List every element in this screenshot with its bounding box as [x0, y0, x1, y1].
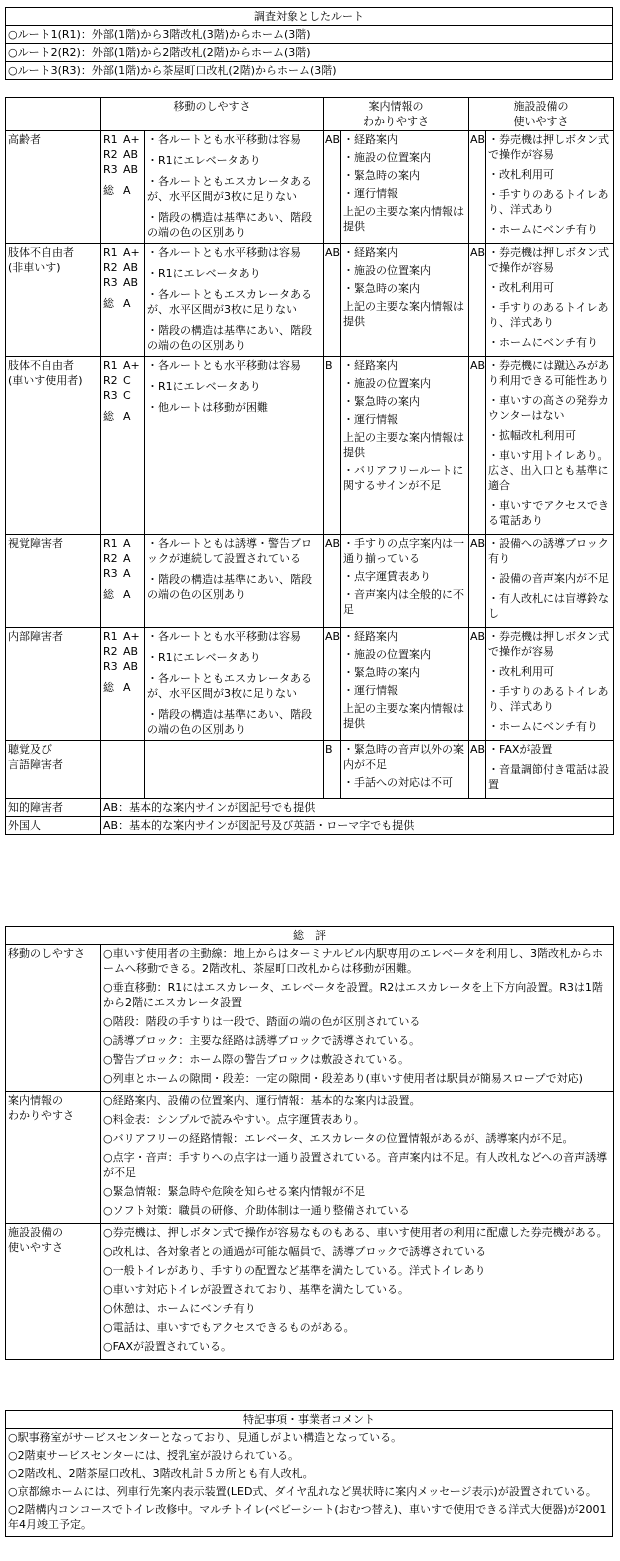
info-notes	[341, 628, 469, 741]
facility-note: ・設備への誘導ブロック有り	[488, 537, 609, 565]
facility-note: ・券売機には蹴込みがあり利用できる可能性あり	[488, 359, 609, 387]
routes-title: 調査対象としたルート	[6, 8, 613, 26]
user-group: 肢体不自由者 (非車いす)	[6, 244, 101, 357]
route-3: ○ルート3(R3)：外部(1階)から茶屋町口改札(2階)からホーム(3階)	[6, 62, 613, 80]
summary-item: ○点字・音声：手すりへの点字は一通り設置されている。音声案内は不足。有人改札などへの音声誘導が不足	[103, 1151, 608, 1179]
move-note: ・他ルートは移動が困難	[147, 401, 268, 414]
rating-line	[103, 587, 142, 602]
move-note: ・階段の構造は基準にあい、階段の端の色の区別あり	[147, 211, 312, 239]
rating-route: R2	[103, 374, 118, 387]
rating-grade: A+	[123, 133, 140, 146]
rating-line	[103, 245, 142, 260]
summary-row	[6, 945, 614, 1092]
routes-table	[5, 7, 613, 80]
rating-line	[103, 162, 142, 177]
facility-note: ・車いす用トイレあり。広さ、出入口とも基準に適合	[488, 449, 609, 492]
rating-line	[103, 659, 142, 674]
info-note: ・点字運賃表あり	[343, 570, 431, 583]
rating-route: R2	[103, 645, 118, 658]
rating-line	[103, 296, 142, 311]
summary-item: ○緊急情報：緊急時や危険を知らせる案内情報が不足	[103, 1185, 366, 1198]
info-notes	[341, 131, 469, 244]
route-ratings	[101, 244, 145, 357]
summary-item: ○階段：階段の手すりは一段で、踏面の端の色が区別されている	[103, 1015, 421, 1028]
rating-grade: AB	[123, 163, 139, 176]
info-note: ・運行情報	[343, 187, 398, 200]
info-grade: AB	[324, 131, 341, 244]
info-note: ・緊急時の案内	[343, 282, 420, 295]
user-group: 視覚障害者	[6, 535, 101, 628]
eval-row	[6, 244, 614, 357]
facility-notes	[486, 741, 614, 799]
note-item: ○2階改札、2階茶屋口改札、3階改札計５カ所とも有人改札。	[8, 1467, 314, 1480]
rating-line	[103, 260, 142, 275]
move-note: ・R1にエレベータあり	[147, 380, 261, 393]
move-notes	[145, 131, 324, 244]
rating-grade: AB	[123, 660, 139, 673]
eval-row	[6, 741, 614, 799]
summary-item: ○垂直移動：R1にはエスカレータ、エレベータを設置。R2はエスカレータを上下方向設置。R3は1階から2階にエスカレータ設置	[103, 981, 603, 1009]
move-note: ・R1にエレベータあり	[147, 651, 261, 664]
eval-simple-row	[6, 817, 614, 835]
rating-grade: AB	[123, 261, 139, 274]
summary-item: ○警告ブロック：ホーム際の警告ブロックは敷設されている。	[103, 1053, 410, 1066]
facility-notes	[486, 131, 614, 244]
info-grade: AB	[324, 535, 341, 628]
rating-grade: A+	[123, 246, 140, 259]
summary-label: 施設設備の 使いやすさ	[6, 1224, 101, 1360]
summary-item: ○一般トイレがあり、手すりの配置など基準を満たしている。洋式トイレあり	[103, 1264, 486, 1277]
facility-notes	[486, 357, 614, 535]
rating-line	[103, 147, 142, 162]
rating-grade: A	[123, 184, 131, 197]
summary-items	[101, 1092, 614, 1224]
info-note: ・経路案内	[343, 359, 398, 372]
move-notes	[145, 244, 324, 357]
rating-grade: A	[123, 537, 131, 550]
facility-grade: AB	[469, 628, 486, 741]
move-notes	[145, 535, 324, 628]
info-note: ・緊急時の案内	[343, 666, 420, 679]
facility-grade: AB	[469, 357, 486, 535]
info-grade: AB	[324, 628, 341, 741]
info-note: ・施設の位置案内	[343, 377, 431, 390]
info-note: 上記の主要な案内情報は提供	[343, 431, 464, 459]
rating-grade: A	[123, 552, 131, 565]
route-2: ○ルート2(R2)：外部(1階)から2階改札(2階)からホーム(3階)	[6, 44, 613, 62]
move-note: ・各ルートともエスカレータあるが、水平区間が3枚に足りない	[147, 175, 312, 203]
rating-route: R1	[103, 246, 118, 259]
info-note: ・緊急時の音声以外の案内が不足	[343, 743, 464, 771]
rating-route: R2	[103, 552, 118, 565]
summary-label: 案内情報の わかりやすさ	[6, 1092, 101, 1224]
rating-line	[103, 275, 142, 290]
route-ratings	[101, 131, 145, 244]
summary-items	[101, 945, 614, 1092]
note-item: ○2階構内コンコースでトイレ改修中。マルチトイレ(ベビーシート(おむつ替え)、車いすで使用できる洋式大便器)が2001年4月竣工予定。	[8, 1503, 607, 1531]
move-notes	[145, 741, 324, 799]
facility-note: ・ホームにベンチ有り	[488, 223, 598, 236]
rating-route: 総	[103, 297, 114, 310]
rating-line	[103, 409, 142, 424]
rating-route: R3	[103, 163, 118, 176]
summary-item: ○券売機は、押しボタン式で操作が容易なものもある、車いす使用者の利用に配慮した券売機がある。	[103, 1226, 608, 1239]
simple-note: AB：基本的な案内サインが図記号及び英語・ローマ字でも提供	[101, 817, 614, 835]
facility-note: ・手すりのあるトイレあり、洋式あり	[488, 301, 609, 329]
facility-note: ・ホームにベンチ有り	[488, 720, 598, 733]
rating-route: R3	[103, 276, 118, 289]
info-note: ・施設の位置案内	[343, 151, 431, 164]
facility-note: ・手すりのあるトイレあり、洋式あり	[488, 685, 609, 713]
rating-route: R3	[103, 660, 118, 673]
rating-line	[103, 358, 142, 373]
rating-grade: AB	[123, 148, 139, 161]
notes-table	[5, 1410, 613, 1537]
route-ratings	[101, 741, 145, 799]
rating-grade: A	[123, 410, 131, 423]
rating-route: R1	[103, 537, 118, 550]
rating-line	[103, 644, 142, 659]
facility-notes	[486, 628, 614, 741]
info-note: ・施設の位置案内	[343, 264, 431, 277]
info-note: ・緊急時の案内	[343, 169, 420, 182]
info-note: ・経路案内	[343, 630, 398, 643]
info-note: 上記の主要な案内情報は提供	[343, 702, 464, 730]
simple-note: AB：基本的な案内サインが図記号でも提供	[101, 799, 614, 817]
facility-grade: AB	[469, 741, 486, 799]
facility-note: ・有人改札には盲導鈴なし	[488, 592, 609, 620]
notes-items	[6, 1429, 613, 1537]
summary-items	[101, 1224, 614, 1360]
rating-line	[103, 132, 142, 147]
route-ratings	[101, 357, 145, 535]
facility-note: ・FAXが設置	[488, 743, 553, 756]
facility-notes	[486, 535, 614, 628]
rating-route: 総	[103, 681, 114, 694]
rating-route: R3	[103, 389, 118, 402]
eval-simple-row	[6, 799, 614, 817]
move-note: ・R1にエレベータあり	[147, 154, 261, 167]
info-notes	[341, 357, 469, 535]
rating-grade: A+	[123, 359, 140, 372]
move-note: ・階段の構造は基準にあい、階段の端の色の区別あり	[147, 708, 312, 736]
move-note: ・階段の構造は基準にあい、階段の端の色の区別あり	[147, 324, 312, 352]
summary-item: ○料金表：シンプルで読みやすい。点字運賃表あり。	[103, 1113, 365, 1126]
info-grade: AB	[324, 244, 341, 357]
summary-item: ○誘導ブロック：主要な経路は誘導ブロックで誘導されている。	[103, 1034, 421, 1047]
rating-route: R1	[103, 630, 118, 643]
facility-note: ・ホームにベンチ有り	[488, 336, 598, 349]
user-group: 内部障害者	[6, 628, 101, 741]
summary-item: ○ソフト対策：職員の研修、介助体制は一通り整備されている	[103, 1204, 410, 1217]
summary-item: ○改札は、各対象者との通過が可能な幅員で、誘導ブロックで誘導されている	[103, 1245, 487, 1258]
move-note: ・各ルートともは誘導・警告ブロックが連続して設置されている	[147, 537, 312, 565]
facility-note: ・設備の音声案内が不足	[488, 572, 609, 585]
header-move: 移動のしやすさ	[101, 98, 324, 131]
info-note: ・バリアフリールートに関するサインが不足	[343, 464, 464, 492]
facility-grade: AB	[469, 244, 486, 357]
facility-notes	[486, 244, 614, 357]
summary-item: ○FAXが設置されている。	[103, 1340, 232, 1353]
rating-line	[103, 373, 142, 388]
move-note: ・各ルートとも水平移動は容易	[147, 246, 301, 259]
rating-route: R3	[103, 567, 118, 580]
info-note: 上記の主要な案内情報は提供	[343, 300, 464, 328]
header-facility: 施設設備の 使いやすさ	[469, 98, 614, 131]
info-note: ・緊急時の案内	[343, 395, 420, 408]
user-group: 高齢者	[6, 131, 101, 244]
rating-route: 総	[103, 588, 114, 601]
rating-route: 総	[103, 410, 114, 423]
info-notes	[341, 244, 469, 357]
summary-item: ○列車とホームの隙間・段差：一定の隙間・段差あり(車いす使用者は駅員が簡易スロープで対応)	[103, 1072, 583, 1085]
user-group: 知的障害者	[6, 799, 101, 817]
info-note: ・経路案内	[343, 246, 398, 259]
rating-line	[103, 680, 142, 695]
move-note: ・各ルートとも水平移動は容易	[147, 133, 301, 146]
user-group: 肢体不自由者 (車いす使用者)	[6, 357, 101, 535]
summary-item: ○電話は、車いすでもアクセスできるものがある。	[103, 1321, 355, 1334]
info-note: ・手話への対応は不可	[343, 776, 453, 789]
summary-item: ○経路案内、設備の位置案内、運行情報：基本的な案内は設置。	[103, 1094, 421, 1107]
move-note: ・階段の構造は基準にあい、階段の端の色の区別あり	[147, 573, 312, 601]
summary-item: ○車いす使用者の主動線：地上からはターミナルビル内駅専用のエレベータを利用し、3階改札からホームへ移動できる。2階改札、茶屋町口改札からは移動が困難。	[103, 947, 604, 975]
move-note: ・各ルートとも水平移動は容易	[147, 630, 301, 643]
move-note: ・各ルートとも水平移動は容易	[147, 359, 301, 372]
facility-note: ・券売機は押しボタン式で操作が容易	[488, 133, 609, 161]
rating-line	[103, 536, 142, 551]
user-group: 外国人	[6, 817, 101, 835]
rating-grade: AB	[123, 645, 139, 658]
evaluation-table	[5, 97, 614, 835]
info-note: 上記の主要な案内情報は提供	[343, 205, 464, 233]
info-note: ・施設の位置案内	[343, 648, 431, 661]
notes-title: 特記事項・事業者コメント	[6, 1411, 613, 1429]
rating-route: 総	[103, 184, 114, 197]
info-note: ・運行情報	[343, 684, 398, 697]
facility-note: ・車いすの高さの発券カウンターはない	[488, 394, 609, 422]
rating-route: R1	[103, 359, 118, 372]
route-ratings	[101, 535, 145, 628]
facility-note: ・手すりのあるトイレあり、洋式あり	[488, 188, 609, 216]
move-notes	[145, 357, 324, 535]
eval-row	[6, 628, 614, 741]
info-notes	[341, 741, 469, 799]
facility-note: ・音量調節付き電話は設置	[488, 763, 609, 791]
facility-note: ・改札利用可	[488, 281, 554, 294]
eval-row	[6, 131, 614, 244]
rating-line	[103, 551, 142, 566]
move-notes	[145, 628, 324, 741]
facility-grade: AB	[469, 131, 486, 244]
rating-grade: AB	[123, 276, 139, 289]
facility-note: ・券売機は押しボタン式で操作が容易	[488, 246, 609, 274]
summary-row	[6, 1224, 614, 1360]
facility-note: ・拡幅改札利用可	[488, 429, 576, 442]
rating-grade: A	[123, 297, 131, 310]
eval-row	[6, 535, 614, 628]
facility-note: ・券売機は押しボタン式で操作が容易	[488, 630, 609, 658]
info-grade: B	[324, 741, 341, 799]
rating-line	[103, 388, 142, 403]
rating-grade: C	[123, 374, 131, 387]
info-note: ・手すりの点字案内は一通り揃っている	[343, 537, 464, 565]
facility-note: ・改札利用可	[488, 168, 554, 181]
move-note: ・R1にエレベータあり	[147, 267, 261, 280]
note-item: ○京都線ホームには、列車行先案内表示装置(LED式、ダイヤ乱れなど異状時に案内メッセージ表示)が設置されている。	[8, 1485, 597, 1498]
header-blank	[6, 98, 101, 131]
summary-item: ○休憩は、ホームにベンチ有り	[103, 1302, 256, 1315]
rating-grade: A	[123, 681, 131, 694]
summary-label: 移動のしやすさ	[6, 945, 101, 1092]
facility-note: ・車いすでアクセスできる電話あり	[488, 499, 609, 527]
rating-grade: A	[123, 567, 131, 580]
note-item: ○2階東サービスセンターには、授乳室が設けられている。	[8, 1449, 300, 1462]
info-note: ・経路案内	[343, 133, 398, 146]
summary-row	[6, 1092, 614, 1224]
info-note: ・音声案内は全般的に不足	[343, 588, 464, 616]
rating-grade: A	[123, 588, 131, 601]
rating-route: R2	[103, 148, 118, 161]
rating-line	[103, 629, 142, 644]
rating-line	[103, 183, 142, 198]
header-info: 案内情報の わかりやすさ	[324, 98, 469, 131]
move-note: ・各ルートともエスカレータあるが、水平区間が3枚に足りない	[147, 672, 312, 700]
rating-route: R2	[103, 261, 118, 274]
info-grade: B	[324, 357, 341, 535]
summary-table	[5, 926, 614, 1360]
facility-grade: AB	[469, 535, 486, 628]
eval-row	[6, 357, 614, 535]
rating-grade: C	[123, 389, 131, 402]
facility-note: ・改札利用可	[488, 665, 554, 678]
note-item: ○駅事務室がサービスセンターとなっており、見通しがよい構造となっている。	[8, 1431, 403, 1444]
info-note: ・運行情報	[343, 413, 398, 426]
route-ratings	[101, 628, 145, 741]
rating-line	[103, 566, 142, 581]
summary-title: 総 評	[6, 927, 614, 945]
move-note: ・各ルートともエスカレータあるが、水平区間が3枚に足りない	[147, 288, 312, 316]
notes-row	[6, 1429, 613, 1537]
info-notes	[341, 535, 469, 628]
user-group: 聴覚及び 言語障害者	[6, 741, 101, 799]
rating-grade: A+	[123, 630, 140, 643]
summary-item: ○車いす対応トイレが設置されており、基準を満たしている。	[103, 1283, 410, 1296]
route-1: ○ルート1(R1)：外部(1階)から3階改札(3階)からホーム(3階)	[6, 26, 613, 44]
rating-route: R1	[103, 133, 118, 146]
summary-item: ○バリアフリーの経路情報：エレベータ、エスカレータの位置情報があるが、誘導案内が不足。	[103, 1132, 574, 1145]
